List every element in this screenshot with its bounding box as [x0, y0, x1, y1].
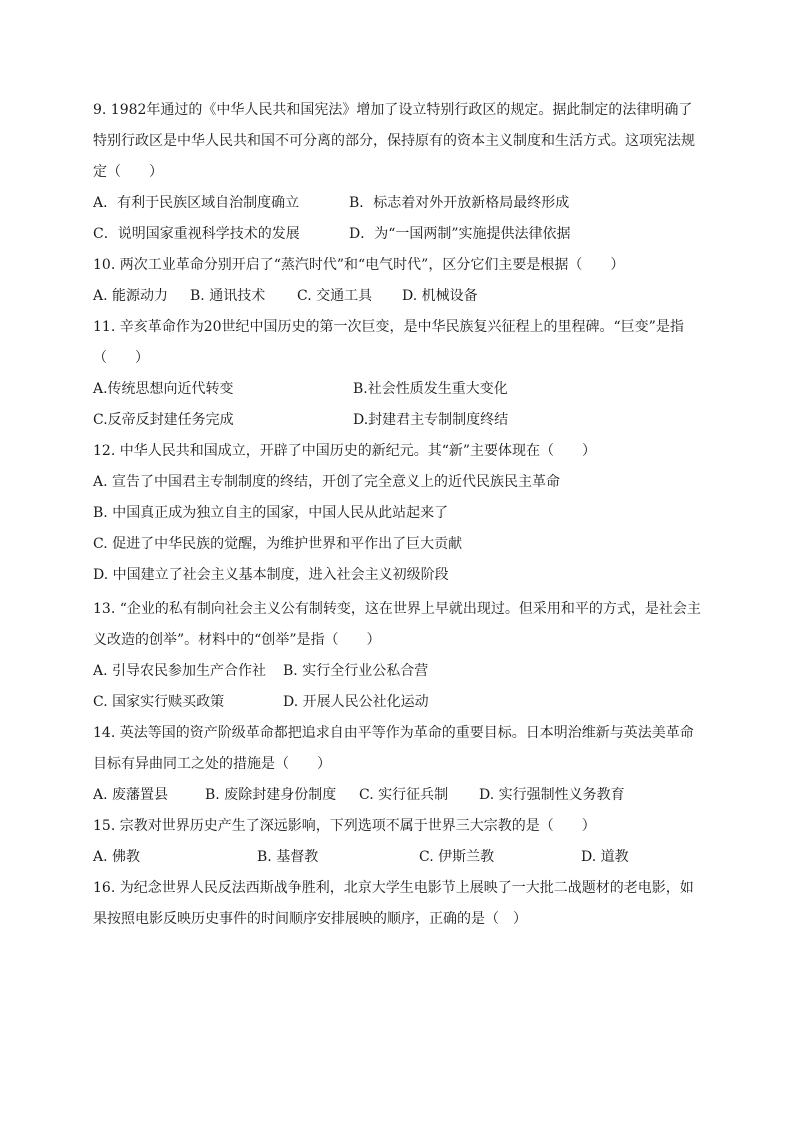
option-c: C．说明国家重视科学技术的发展: [93, 226, 300, 242]
question-stem: 15. 宗教对世界历史产生了深远影响，下列选项不属于世界三大宗教的是（ ）: [93, 818, 596, 834]
option-row: [93, 281, 703, 312]
option-a: A. 废藩置县: [93, 787, 169, 803]
question-16: [93, 873, 703, 935]
option-d: D. 道教: [581, 849, 629, 865]
question-stem: 14. 英法等国的资产阶级革命都把追求自由平等作为革命的重要目标。日本明治维新与英法美革命目标有异曲同工之处的措施是（ ）: [93, 725, 694, 772]
question-13: [93, 594, 703, 718]
option-a: A. 佛教: [93, 849, 141, 865]
option-c: C. 实行征兵制: [359, 787, 449, 803]
option-c: C.反帝反封建任务完成: [93, 412, 234, 428]
question-stem: 16. 为纪念世界人民反法西斯战争胜利，北京大学生电影节上展映了一大批二战题材的老电影，如果按照电影反映历史事件的时间顺序安排展映的顺序，正确的是（ ）: [93, 880, 694, 927]
question-9: [93, 95, 703, 250]
option-b: B. 基督教: [257, 849, 319, 865]
question-stem: 10. 两次工业革命分别开启了“蒸汽时代”和“电气时代”，区分它们主要是根据（ ）: [93, 257, 625, 273]
question-stem: 13. “企业的私有制向社会主义公有制转变，这在世界上早就出现过。但采用和平的方式，是社会主义改造的创举”。材料中的“创举”是指（ ）: [93, 601, 701, 648]
option-row: [93, 842, 703, 873]
option-d: D. 开展人民公社化运动: [283, 694, 429, 710]
option-row: [93, 405, 703, 436]
question-stem: 9. 1982年通过的《中华人民共和国宪法》增加了设立特别行政区的规定。据此制定的法律明确了特别行政区是中华人民共和国不可分离的部分，保持原有的资本主义制度和生活方式。这项宪法规定（ ）: [93, 102, 695, 180]
option-d: D. 中国建立了社会主义基本制度，进入社会主义初级阶段: [93, 567, 449, 583]
option-b: B．标志着对外开放新格局最终形成: [349, 195, 570, 211]
option-a: A. 能源动力: [93, 288, 169, 304]
option-d: D. 实行强制性义务教育: [479, 787, 625, 803]
option-a: A. 引导农民参加生产合作社: [93, 663, 267, 679]
option-a: A. 宣告了中国君主专制制度的终结，开创了完全意义上的近代民族民主革命: [93, 474, 561, 490]
option-row: [93, 219, 703, 250]
option-row: [93, 780, 703, 811]
option-d: D.封建君主专制制度终结: [353, 412, 509, 428]
question-stem: 12. 中华人民共和国成立，开辟了中国历史的新纪元。其“新”主要体现在（ ）: [93, 443, 597, 459]
option-row: [93, 687, 703, 718]
question-15: [93, 811, 703, 873]
option-b: B. 实行全行业公私合营: [283, 663, 429, 679]
question-10: [93, 250, 703, 312]
option-b: B.社会性质发生重大变化: [353, 381, 508, 397]
option-c: C. 伊斯兰教: [419, 849, 495, 865]
option-row: [93, 656, 703, 687]
option-row: [93, 188, 703, 219]
option-a: A.传统思想向近代转变: [93, 381, 234, 397]
question-stem: 11. 辛亥革命作为20世纪中国历史的第一次巨变，是中华民族复兴征程上的里程碑。“巨变”是指（ ）: [93, 319, 684, 366]
option-c: C. 促进了中华民族的觉醒，为维护世界和平作出了巨大贡献: [93, 536, 463, 552]
option-d: D．为“一国两制”实施提供法律依据: [349, 226, 571, 242]
question-12: [93, 436, 703, 591]
option-c: C. 交通工具: [297, 288, 373, 304]
option-d: D. 机械设备: [402, 288, 478, 304]
question-14: [93, 718, 703, 811]
option-b: B. 废除封建身份制度: [205, 787, 337, 803]
option-row: [93, 374, 703, 405]
option-a: A．有利于民族区域自治制度确立: [93, 195, 300, 211]
option-b: B. 中国真正成为独立自主的国家，中国人民从此站起来了: [93, 505, 449, 521]
question-11: [93, 312, 703, 436]
option-b: B. 通讯技术: [190, 288, 266, 304]
option-c: C. 国家实行赎买政策: [93, 694, 225, 710]
